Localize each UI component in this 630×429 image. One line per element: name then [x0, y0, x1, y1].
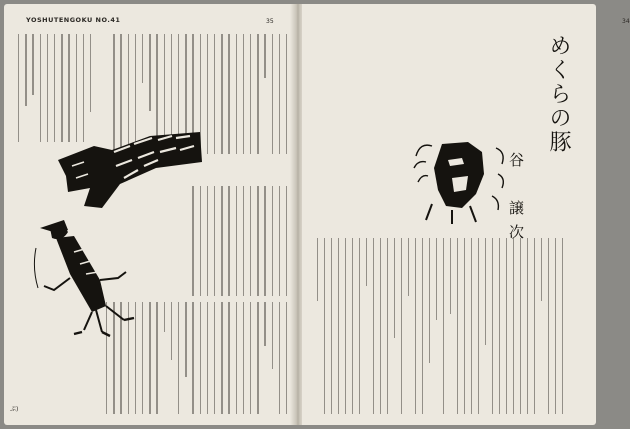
- text-column: [272, 302, 273, 369]
- text-column: [373, 238, 374, 414]
- text-column: [408, 238, 409, 296]
- text-column: [90, 34, 91, 112]
- left-page: [4, 4, 294, 425]
- text-column: [436, 238, 437, 320]
- author-name: 谷 譲次: [507, 152, 525, 248]
- text-column: [345, 238, 346, 414]
- text-column: [422, 238, 423, 414]
- text-column: [236, 34, 237, 154]
- text-column: [236, 302, 237, 414]
- text-column: [279, 302, 280, 414]
- text-column: [338, 238, 339, 414]
- text-column: [185, 302, 186, 377]
- text-column: [171, 302, 172, 360]
- text-column: [415, 238, 416, 414]
- text-column: [492, 238, 493, 414]
- text-column: [264, 186, 265, 296]
- screaming-head-illustration: [412, 134, 508, 224]
- text-column: [243, 34, 244, 154]
- fallen-man-illustration: [30, 208, 140, 338]
- text-column: [429, 238, 430, 363]
- text-column: [149, 34, 150, 111]
- text-column: [142, 34, 143, 83]
- text-column: [228, 34, 229, 154]
- text-column: [257, 186, 258, 296]
- text-column: [331, 238, 332, 414]
- text-column: [214, 186, 215, 296]
- text-column: [257, 302, 258, 414]
- text-column: [250, 186, 251, 296]
- text-column: [401, 238, 402, 414]
- text-column: [164, 302, 165, 332]
- footnote-mark: ぷ): [10, 406, 19, 413]
- text-column: [40, 34, 41, 142]
- text-column: [478, 238, 479, 414]
- text-column: [207, 302, 208, 414]
- text-column: [457, 238, 458, 414]
- text-column: [149, 302, 150, 414]
- text-column: [250, 34, 251, 154]
- text-column: [485, 238, 486, 345]
- text-column: [317, 238, 318, 301]
- text-column: [443, 238, 444, 414]
- text-column: [228, 302, 229, 414]
- text-column: [380, 238, 381, 414]
- text-column: [471, 238, 472, 414]
- body-text-right-column: [502, 238, 590, 414]
- text-column: [178, 302, 179, 414]
- text-column: [214, 34, 215, 154]
- text-column: [257, 34, 258, 154]
- text-column: [207, 34, 208, 154]
- text-column: [272, 186, 273, 296]
- text-column: [352, 238, 353, 414]
- text-column: [200, 302, 201, 414]
- page-number-left: 35: [266, 18, 274, 25]
- text-column: [221, 186, 222, 296]
- text-column: [264, 34, 265, 78]
- text-column: [279, 186, 280, 296]
- text-column: [221, 302, 222, 414]
- text-column: [279, 34, 280, 154]
- text-column: [366, 238, 367, 286]
- text-column: [221, 34, 222, 154]
- story-title: めくらの豚: [546, 34, 571, 154]
- body-text-middle: [190, 186, 288, 296]
- text-column: [359, 238, 360, 414]
- text-column: [18, 34, 19, 142]
- text-column: [47, 34, 48, 142]
- text-column: [192, 302, 193, 414]
- text-column: [250, 302, 251, 414]
- text-column: [286, 34, 287, 154]
- text-column: [286, 302, 287, 414]
- text-column: [214, 302, 215, 414]
- text-column: [499, 238, 500, 414]
- text-column: [243, 186, 244, 296]
- running-head: YOSHUTENGOKU NO.41: [26, 16, 121, 24]
- pointing-hand-illustration: [54, 122, 204, 212]
- text-column: [286, 186, 287, 296]
- text-column: [236, 186, 237, 296]
- text-column: [25, 34, 26, 106]
- page-number-right: 34: [622, 18, 630, 25]
- text-column: [272, 34, 273, 154]
- text-column: [450, 238, 451, 314]
- text-column: [464, 238, 465, 414]
- text-column: [228, 186, 229, 296]
- text-column: [394, 238, 395, 338]
- text-column: [207, 186, 208, 296]
- text-column: [32, 34, 33, 95]
- text-column: [142, 302, 143, 414]
- text-column: [156, 302, 157, 414]
- text-column: [324, 238, 325, 414]
- text-column: [387, 238, 388, 414]
- text-column: [243, 302, 244, 414]
- text-column: [264, 302, 265, 346]
